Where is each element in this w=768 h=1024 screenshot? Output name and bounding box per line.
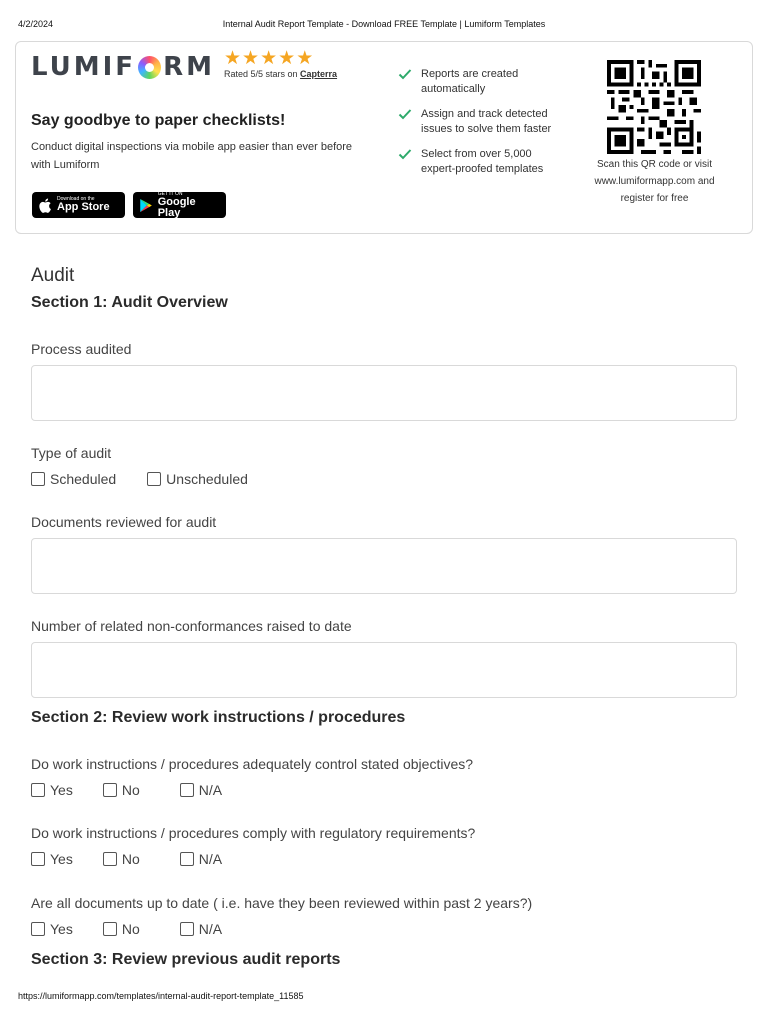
benefits-list bbox=[398, 67, 568, 187]
star-icon: ★ bbox=[242, 48, 260, 69]
type-of-audit-options bbox=[31, 469, 278, 489]
qr-caption: Scan this QR code or visit www.lumiformapp.com and register for free bbox=[594, 159, 715, 204]
app-store-big: App Store bbox=[57, 201, 110, 213]
nonconformances-input[interactable] bbox=[31, 642, 737, 698]
option-label: Yes bbox=[50, 782, 73, 798]
checkbox[interactable] bbox=[180, 922, 194, 936]
checkbox[interactable] bbox=[31, 783, 45, 797]
option-yes[interactable] bbox=[31, 782, 73, 798]
checkbox[interactable] bbox=[31, 472, 45, 486]
option-label: No bbox=[121, 782, 140, 798]
option-label: Yes bbox=[50, 851, 73, 867]
check-icon bbox=[398, 108, 412, 120]
logo-o-icon bbox=[138, 56, 161, 79]
checkbox[interactable] bbox=[103, 922, 117, 936]
print-header bbox=[0, 19, 768, 33]
promo-subtext: Conduct digital inspections via mobile app easier than ever before with Lumiform bbox=[31, 141, 353, 171]
section-1-title: Section 1: Audit Overview bbox=[31, 294, 228, 311]
checkbox[interactable] bbox=[31, 922, 45, 936]
option-unscheduled[interactable] bbox=[147, 471, 248, 487]
lumiform-logo bbox=[31, 52, 215, 82]
print-title: Internal Audit Report Template - Download FREE Template | Lumiform Templates bbox=[222, 19, 546, 29]
check-icon bbox=[398, 148, 412, 160]
type-of-audit-label: Type of audit bbox=[31, 445, 112, 461]
checkbox[interactable] bbox=[180, 852, 194, 866]
promo-banner bbox=[15, 41, 753, 234]
benefit-item bbox=[398, 107, 568, 137]
benefit-text: Assign and track detected issues to solve them faster bbox=[421, 108, 552, 135]
rating-stars bbox=[224, 49, 313, 68]
qr-code bbox=[605, 60, 703, 154]
benefit-text: Reports are created automatically bbox=[421, 68, 519, 95]
option-na[interactable] bbox=[180, 921, 222, 937]
form-title: Audit bbox=[31, 265, 75, 286]
option-label: N/A bbox=[198, 782, 223, 798]
option-no[interactable] bbox=[103, 782, 140, 798]
rating-prefix: Rated 5/5 stars on bbox=[224, 69, 301, 79]
option-label: Yes bbox=[50, 921, 73, 937]
star-icon: ★ bbox=[278, 48, 296, 69]
check-icon bbox=[398, 68, 412, 80]
app-store-button[interactable] bbox=[32, 192, 125, 218]
benefit-item bbox=[398, 147, 568, 177]
option-label: No bbox=[121, 851, 140, 867]
google-play-big: Google Play bbox=[157, 195, 196, 219]
option-yes[interactable] bbox=[31, 921, 73, 937]
option-label: N/A bbox=[198, 851, 223, 867]
logo-text-left: LUMIF bbox=[31, 52, 137, 82]
print-footer-url: https://lumiformapp.com/templates/internal-audit-report-template_11585 bbox=[18, 991, 304, 1001]
question-2-options bbox=[31, 849, 252, 869]
checkbox[interactable] bbox=[31, 852, 45, 866]
print-date: 4/2/2024 bbox=[18, 19, 54, 29]
documents-reviewed-label: Documents reviewed for audit bbox=[31, 514, 217, 530]
star-icon: ★ bbox=[260, 48, 278, 69]
question-3-label: Are all documents up to date ( i.e. have they been reviewed within past 2 years?) bbox=[31, 895, 533, 911]
checkbox[interactable] bbox=[103, 783, 117, 797]
star-icon: ★ bbox=[296, 48, 314, 69]
option-label: Unscheduled bbox=[166, 471, 248, 487]
google-play-icon bbox=[139, 198, 153, 213]
option-na[interactable] bbox=[180, 782, 222, 798]
question-1-options bbox=[31, 780, 252, 800]
option-no[interactable] bbox=[103, 851, 140, 867]
option-scheduled[interactable] bbox=[31, 471, 116, 487]
checkbox[interactable] bbox=[103, 852, 117, 866]
section-2-title: Section 2: Review work instructions / procedures bbox=[31, 709, 406, 726]
rating-text bbox=[224, 69, 337, 79]
process-audited-label: Process audited bbox=[31, 341, 132, 357]
nonconformances-label: Number of related non-conformances raised to date bbox=[31, 618, 352, 634]
process-audited-input[interactable] bbox=[31, 365, 737, 421]
documents-reviewed-input[interactable] bbox=[31, 538, 737, 594]
section-3-title: Section 3: Review previous audit reports bbox=[31, 951, 341, 968]
option-label: Scheduled bbox=[50, 471, 117, 487]
checkbox[interactable] bbox=[147, 472, 161, 486]
option-yes[interactable] bbox=[31, 851, 73, 867]
google-play-button[interactable] bbox=[133, 192, 226, 218]
star-icon: ★ bbox=[224, 48, 242, 69]
promo-headline: Say goodbye to paper checklists! bbox=[31, 112, 286, 129]
question-3-options bbox=[31, 919, 252, 939]
capterra-link[interactable]: Capterra bbox=[300, 69, 338, 79]
question-1-label: Do work instructions / procedures adequately control stated objectives? bbox=[31, 756, 474, 772]
google-play-small: GET IT ON bbox=[157, 190, 183, 197]
app-store-small: Download on the bbox=[57, 196, 95, 202]
apple-icon bbox=[38, 198, 52, 213]
option-na[interactable] bbox=[180, 851, 222, 867]
benefit-item bbox=[398, 67, 568, 97]
question-2-label: Do work instructions / procedures comply with regulatory requirements? bbox=[31, 825, 476, 841]
logo-text-right: RM bbox=[163, 52, 215, 82]
option-no[interactable] bbox=[103, 921, 140, 937]
benefit-text: Select from over 5,000 expert-proofed templates bbox=[421, 148, 544, 175]
checkbox[interactable] bbox=[180, 783, 194, 797]
option-label: N/A bbox=[198, 921, 223, 937]
option-label: No bbox=[121, 921, 140, 937]
